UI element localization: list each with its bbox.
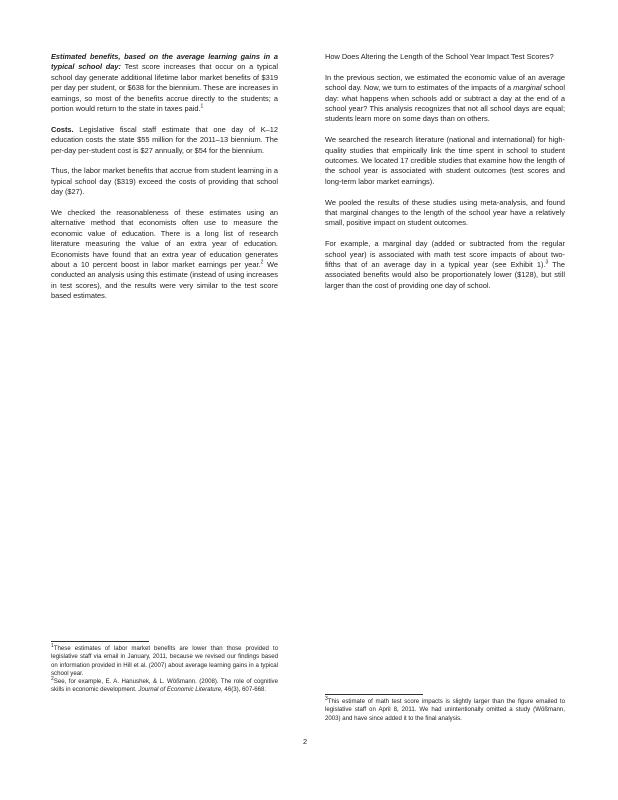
- benefits-text: Test score increases that occur on a typical school day generate additional lifetime labor market benefits of $319 per day per student, or $638 for the biennium. These are increases in earnings, so most of the benefits accrue directly to the students; a portion would return to the state in taxes paid.: [51, 62, 278, 114]
- benefits-paragraph: [51, 52, 278, 114]
- thus-paragraph: Thus, the labor market benefits that accrue from student learning in a typical school day ($319) exceed the costs of providing that school day ($27).: [51, 166, 278, 197]
- alternative-method-text-2: We conducted an analysis using this estimate (instead of using increases in test scores), and the results were very similar to the test score based estimates.: [51, 260, 278, 301]
- footnotes-right: [325, 694, 565, 723]
- footnote-3-text: This estimate of math test score impacts is slightly larger than the figure emailed to legislative staff on April 8, 2011. We had unintentionally omitted a study (Wößmann, 2003) and have since added it to the final analysis.: [325, 698, 565, 722]
- previous-section-text-b: school day: what happens when schools add or subtract a day at the end of a school year? This analysis recognizes that not all school days are equal; students learn more on some days than on others.: [325, 83, 565, 124]
- footnote-ref-2: 2: [260, 259, 264, 266]
- alternative-method-paragraph: [51, 208, 278, 302]
- footnote-1: [51, 642, 278, 678]
- footnotes-left: [51, 641, 278, 695]
- costs-paragraph: [51, 125, 278, 156]
- page-number: 2: [303, 737, 308, 746]
- example-text-b: The associated benefits would also be proportionately lower ($128), but still larger than the cost of providing one day of school.: [325, 260, 565, 290]
- footnote-3: [325, 695, 565, 723]
- footnote-2-text-b: 46(3), 607-668.: [222, 686, 267, 694]
- section-heading: How Does Altering the Length of the School Year Impact Test Scores?: [325, 52, 554, 61]
- footnote-3-number: 3: [325, 695, 328, 702]
- right-column: [325, 52, 565, 302]
- benefits-heading: Estimated benefits, based on the average learning gains in a typical school day:: [51, 52, 278, 72]
- example-text-a: For example, a marginal day (added or subtracted from the regular school year) is associated with math test score impacts of about two-fifths that of an average day in a typical year (see Exhibit 1).: [325, 239, 565, 270]
- footnote-1-text: These estimates of labor market benefits are lower than those provided to legislative staff via email in January, 2011, because we revised our findings based on information provided in Hill et al. (2007) about average learning gains in a typical school year.: [51, 645, 278, 677]
- costs-heading: Costs.: [51, 124, 74, 134]
- previous-section-paragraph: [325, 73, 565, 125]
- footnote-1-number: 1: [51, 642, 54, 649]
- marginal-emphasis: marginal: [513, 83, 542, 93]
- footnote-2-text-a: See, for example, E. A. Hanushek, & L. Wößmann. (2008). The role of cognitive skills in economic development.: [51, 678, 278, 694]
- footnote-divider: [51, 641, 149, 642]
- footnote-2-journal: Journal of Economic Literature,: [138, 686, 223, 694]
- footnote-2: [51, 678, 278, 695]
- alternative-method-text-1: We checked the reasonableness of these estimates using an alternative method that economists often use to measure the economic value of education. There is a long list of research literature measuring the value of an extra year of education. Economists have found that an extra year of education generates about a 10 percent boost in labor market earnings per year.: [51, 208, 278, 270]
- previous-section-text-a: In the previous section, we estimated the economic value of an average school day. Now, we turn to estimates of the impacts of a: [325, 72, 565, 93]
- left-column: [51, 52, 278, 312]
- footnote-divider: [325, 694, 423, 695]
- footnote-ref-3: 3: [545, 259, 549, 266]
- example-paragraph: [325, 239, 565, 291]
- footnote-ref-1: 1: [200, 103, 204, 110]
- costs-text: Legislative fiscal staff estimate that one day of K–12 education costs the state $55 million for the 2011–13 biennium. The per-day per-student cost is $27 annually, or $54 for the biennium.: [51, 124, 278, 155]
- research-paragraph: We searched the research literature (national and international) for high-quality studies that empirically link the time spent in school to student outcomes. We located 17 credible studies that examine how the length of the school year is associated with student outcomes (test scores and long-term labor market earnings).: [325, 135, 565, 186]
- meta-analysis-paragraph: We pooled the results of these studies using meta-analysis, and found that marginal changes to the length of the school year have a relatively small, positive impact on student outcomes.: [325, 197, 565, 228]
- footnote-2-number: 2: [51, 676, 54, 683]
